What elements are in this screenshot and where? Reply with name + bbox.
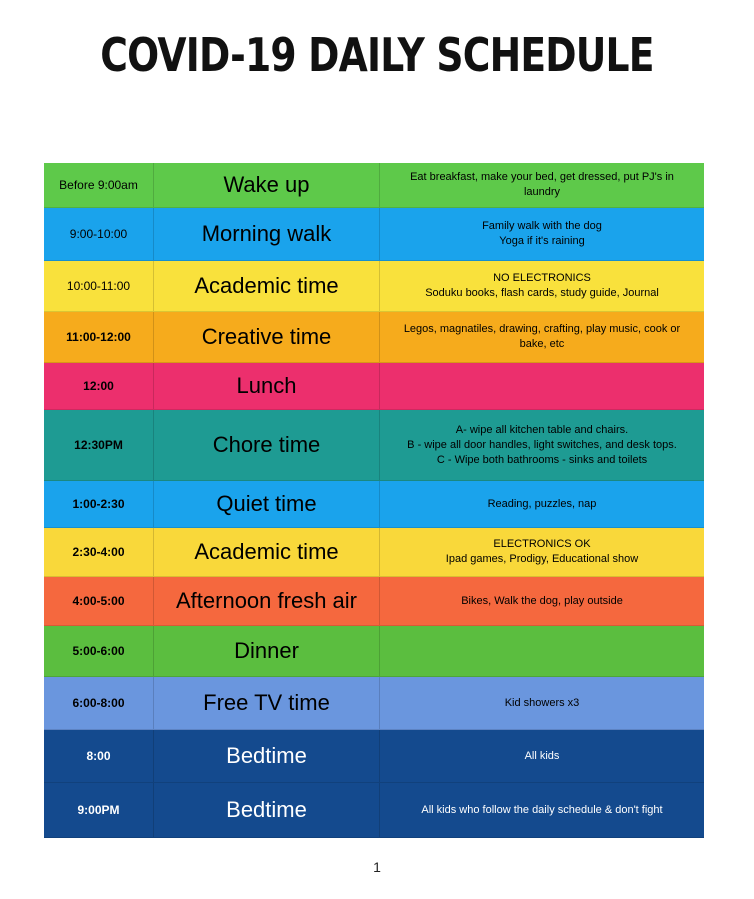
schedule-row <box>44 783 704 838</box>
activity-cell: Afternoon fresh air <box>154 577 380 625</box>
time-cell: 8:00 <box>44 730 154 782</box>
description-line: Soduku books, flash cards, study guide, Journal <box>425 287 659 299</box>
description-line: Eat breakfast, make your bed, get dressed, put PJ's in <box>410 171 674 183</box>
description-line: All kids <box>524 749 560 762</box>
activity-cell: Bedtime <box>154 730 380 782</box>
activity-cell: Free TV time <box>154 677 380 729</box>
schedule-row <box>44 410 704 481</box>
schedule-row <box>44 626 704 677</box>
description-cell <box>380 730 704 782</box>
time-cell: 12:30PM <box>44 410 154 480</box>
description-cell <box>380 261 704 311</box>
schedule-row <box>44 577 704 626</box>
activity-cell: Dinner <box>154 626 380 676</box>
time-cell: 5:00-6:00 <box>44 626 154 676</box>
time-cell: 12:00 <box>44 363 154 409</box>
activity-cell: Quiet time <box>154 481 380 527</box>
page-number: 1 <box>373 859 381 875</box>
description-line: Legos, magnatiles, drawing, crafting, play music, cook or <box>403 323 681 335</box>
activity-cell: Academic time <box>154 261 380 311</box>
description-cell <box>380 783 704 837</box>
description-line: B - wipe all door handles, light switches, and desk tops. <box>407 438 677 451</box>
description-line: Reading, puzzles, nap <box>487 497 597 510</box>
activity-cell: Morning walk <box>154 208 380 260</box>
time-cell: 2:30-4:00 <box>44 528 154 576</box>
activity-cell: Creative time <box>154 312 380 362</box>
description-line: bake, etc <box>519 338 565 350</box>
page-title: COVID-19 DAILY SCHEDULE <box>100 28 654 82</box>
schedule-row <box>44 481 704 528</box>
schedule-row <box>44 677 704 730</box>
description-line: C - Wipe both bathrooms - sinks and toilets <box>436 453 648 466</box>
description-line: Ipad games, Prodigy, Educational show <box>445 553 639 565</box>
description-line: All kids who follow the daily schedule & don't fight <box>421 803 663 816</box>
time-cell: 9:00PM <box>44 783 154 837</box>
description-cell <box>380 677 704 729</box>
description-line: Yoga if it's raining <box>499 235 585 247</box>
description-line: laundry <box>523 186 561 198</box>
schedule-row <box>44 208 704 261</box>
description-line: Family walk with the dog <box>482 220 602 232</box>
description-line: Bikes, Walk the dog, play outside <box>461 594 623 607</box>
description-cell <box>380 481 704 527</box>
description-line: A- wipe all kitchen table and chairs. <box>455 423 629 436</box>
schedule-row <box>44 163 704 208</box>
activity-cell: Academic time <box>154 528 380 576</box>
time-cell: 9:00-10:00 <box>44 208 154 260</box>
schedule-table <box>44 163 704 838</box>
time-cell: 11:00-12:00 <box>44 312 154 362</box>
description-cell <box>380 626 704 676</box>
schedule-row <box>44 261 704 312</box>
description-cell <box>380 312 704 362</box>
activity-cell: Wake up <box>154 163 380 207</box>
time-cell: Before 9:00am <box>44 163 154 207</box>
time-cell: 10:00-11:00 <box>44 261 154 311</box>
activity-cell: Chore time <box>154 410 380 480</box>
schedule-row <box>44 363 704 410</box>
description-cell <box>380 577 704 625</box>
description-cell <box>380 528 704 576</box>
activity-cell: Bedtime <box>154 783 380 837</box>
time-cell: 1:00-2:30 <box>44 481 154 527</box>
description-cell <box>380 363 704 409</box>
description-line: Kid showers x3 <box>504 696 580 709</box>
description-line: NO ELECTRONICS <box>493 272 591 284</box>
description-cell <box>380 410 704 480</box>
description-cell <box>380 208 704 260</box>
description-cell <box>380 163 704 207</box>
description-line: ELECTRONICS OK <box>493 538 591 550</box>
time-cell: 6:00-8:00 <box>44 677 154 729</box>
schedule-row <box>44 528 704 577</box>
time-cell: 4:00-5:00 <box>44 577 154 625</box>
activity-cell: Lunch <box>154 363 380 409</box>
schedule-row <box>44 730 704 783</box>
schedule-row <box>44 312 704 363</box>
